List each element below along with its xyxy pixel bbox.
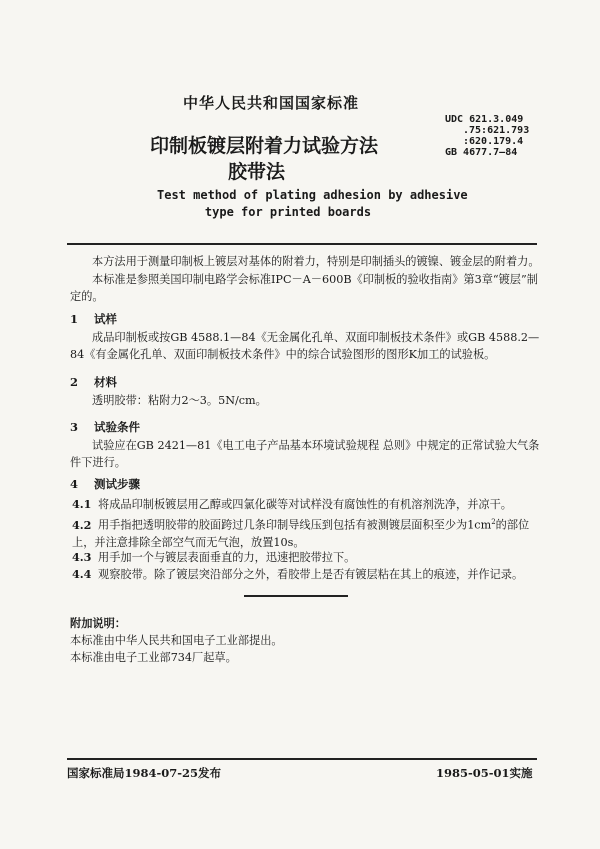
step-number: 4.4 <box>72 567 92 581</box>
footer-rule <box>67 758 537 760</box>
section-heading-4 <box>70 476 140 492</box>
step-number: 4.2 <box>72 517 92 532</box>
document-subtitle: 胶带法 <box>228 161 286 183</box>
step-text: 将成品印制板镀层用乙醇或四氯化碳等对试样没有腐蚀性的有机溶剂洗净，并凉干。 <box>98 498 512 511</box>
step-item <box>72 549 538 566</box>
step-text: 观察胶带。除了镀层突沿部分之外，看胶带上是否有镀层粘在其上的痕迹，并作记录。 <box>98 568 524 581</box>
section-text: 透明胶带：粘附力2～3。5N/cm。 <box>92 394 267 407</box>
gb-number: GB 4677.7—84 <box>445 147 518 158</box>
step-text: 用手加一个与镀层表面垂直的力，迅速把胶带拉下。 <box>98 551 356 564</box>
effective-date: 1985-05-01实施 <box>436 766 533 780</box>
section-text: 试验应在GB 2421—81《电工电子产品基本环境试验规程 总则》中规定的正常试验大气条件下进行。 <box>70 439 540 469</box>
section-heading-3 <box>70 419 140 435</box>
step-item <box>72 514 538 551</box>
step-superscript: 2 <box>491 518 496 526</box>
step-item <box>72 566 538 583</box>
udc-line: .75:621.793 <box>463 125 530 136</box>
intro-paragraph: 本标准是参照美国印制电路学会标准IPC－A－600B《印制板的验收指南》第3章“镀层”制定的。 <box>70 273 538 303</box>
header-rule <box>67 243 537 245</box>
intro-paragraph: 本方法用于测量印制板上镀层对基体的附着力，特别是印制插头的镀镍、镀金层的附着力。 <box>92 255 540 268</box>
standard-name: 中华人民共和国国家标准 <box>183 94 360 112</box>
section-number: 4 <box>70 477 79 491</box>
step-number: 4.1 <box>72 497 92 511</box>
notes-heading: 附加说明： <box>70 616 126 630</box>
step-text: 用手指把透明胶带的胶面跨过几条印制导线压到包括有被测镀层面积至少为1cm <box>98 518 492 532</box>
section-heading-1 <box>70 311 117 327</box>
section-number: 1 <box>70 312 79 326</box>
section-text: 成品印制板或按GB 4588.1—84《无金属化孔单、双面印制板技术条件》或GB 4588.2—84《有金属化孔单、双面印制板技术条件》中的综合试验图形的图形K加工的试验板。 <box>70 331 540 361</box>
section-title: 试样 <box>94 312 117 326</box>
section-title: 材料 <box>94 375 117 389</box>
document-title: 印制板镀层附着力试验方法 <box>150 135 379 157</box>
section-divider <box>244 595 348 597</box>
english-title-line: type for printed boards <box>204 205 372 219</box>
section-heading-2 <box>70 374 117 390</box>
step-text: 的部位上，并注意排除全部空气而无气泡，放置10s。 <box>72 518 530 549</box>
section-title: 测试步骤 <box>94 477 140 491</box>
udc-line: UDC 621.3.049 <box>445 114 524 125</box>
udc-line: :620.179.4 <box>463 136 524 147</box>
english-title-line: Test method of plating adhesion by adhesive <box>157 188 468 202</box>
notes-line: 本标准由电子工业部734厂起草。 <box>70 651 237 664</box>
section-title: 试验条件 <box>94 420 140 434</box>
section-number: 2 <box>70 375 79 389</box>
step-number: 4.3 <box>72 550 92 564</box>
english-title <box>157 187 468 221</box>
notes-line: 本标准由中华人民共和国电子工业部提出。 <box>70 634 283 647</box>
section-number: 3 <box>70 420 79 434</box>
issue-date: 国家标准局1984-07-25发布 <box>67 766 222 780</box>
udc-code-block <box>445 114 529 158</box>
step-item <box>72 496 538 513</box>
